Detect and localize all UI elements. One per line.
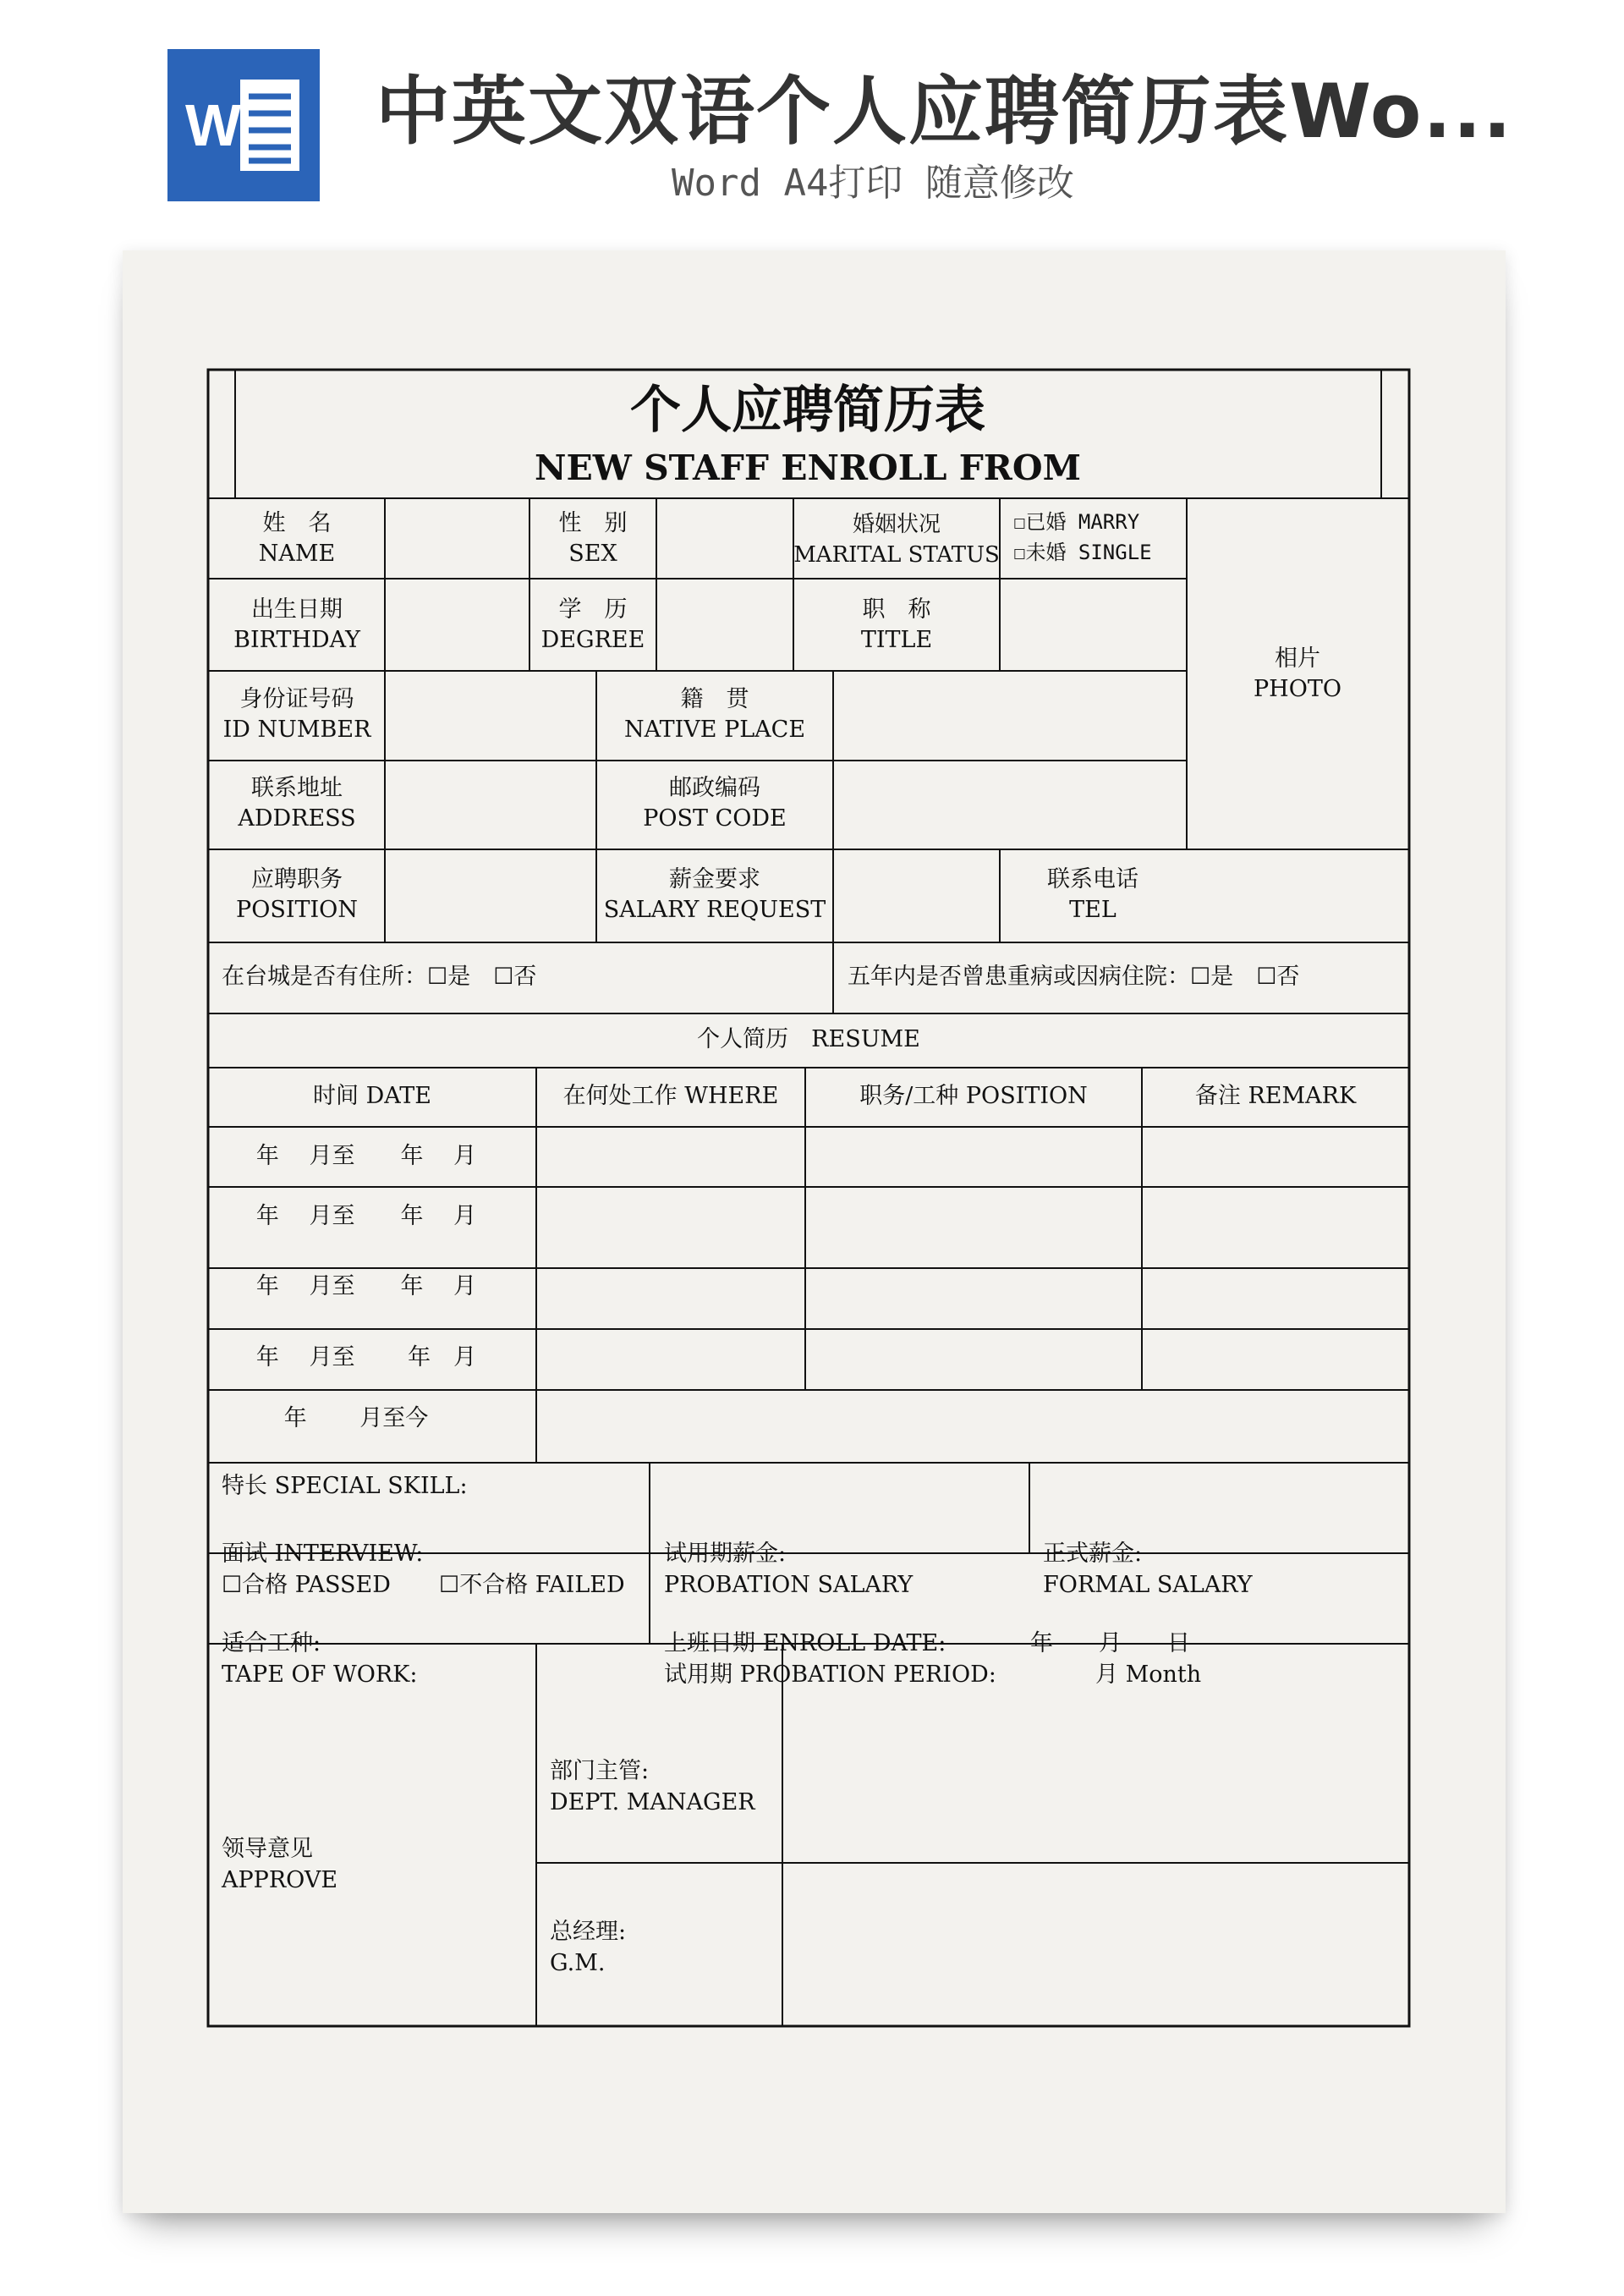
label-interview: 面试 INTERVIEW:: [222, 1541, 424, 1567]
checkbox-passed[interactable]: ☐合格 PASSED: [222, 1572, 391, 1598]
label-address-cn: 联系地址: [251, 775, 343, 801]
label-address-en: ADDRESS: [238, 805, 356, 832]
label-marital-en: MARITAL STATUS: [793, 542, 1000, 568]
label-postcode-en: POST CODE: [643, 805, 787, 832]
label-id-en: ID NUMBER: [222, 717, 371, 743]
label-gm-en: G.M.: [550, 1950, 606, 1976]
col-position: 职务/工种 POSITION: [859, 1083, 1088, 1109]
resume-row-date: 年 月至 年 月: [255, 1143, 477, 1169]
label-postcode-cn: 邮政编码: [669, 775, 760, 801]
label-degree-en: DEGREE: [540, 627, 645, 653]
resume-row-date: 年 月至今: [283, 1405, 429, 1431]
residence-question[interactable]: 在台城是否有住所：☐是 ☐否: [222, 964, 537, 990]
enroll-date-ymd[interactable]: 年 月 日: [1030, 1630, 1190, 1656]
form-paper: [123, 250, 1506, 2213]
label-birthday-en: BIRTHDAY: [233, 627, 360, 653]
label-degree-cn: 学 历: [558, 596, 628, 623]
label-id-cn: 身份证号码: [239, 686, 354, 712]
checkbox-failed[interactable]: ☐不合格 FAILED: [439, 1572, 625, 1598]
label-salary-en: SALARY REQUEST: [603, 897, 826, 923]
label-approve-cn: 领导意见: [222, 1836, 313, 1862]
label-work-type-en: TAPE OF WORK:: [222, 1662, 418, 1688]
resume-row-date: 年 月至 年 月: [255, 1203, 477, 1229]
label-position-cn: 应聘职务: [251, 866, 343, 893]
label-position-en: POSITION: [236, 897, 358, 923]
col-where: 在何处工作 WHERE: [562, 1083, 779, 1109]
resume-row-date: 年 月至 年 月: [255, 1273, 477, 1299]
label-formal-salary-cn: 正式薪金:: [1043, 1541, 1143, 1567]
label-title-cn: 职 称: [862, 596, 931, 623]
label-formal-salary-en: FORMAL SALARY: [1043, 1572, 1253, 1598]
label-photo-en: PHOTO: [1254, 676, 1341, 702]
resume-row-date: 年 月至 年 月: [255, 1344, 477, 1370]
col-date: 时间 DATE: [313, 1083, 431, 1109]
label-marital-cn: 婚姻状况: [852, 512, 941, 537]
label-approve-en: APPROVE: [222, 1867, 338, 1893]
illness-question[interactable]: 五年内是否曾患重病或因病住院：☐是 ☐否: [848, 964, 1300, 990]
form-title-cn: 个人应聘简历表: [630, 381, 985, 440]
label-title-en: TITLE: [860, 627, 933, 653]
label-sex-cn: 性 别: [558, 510, 628, 536]
label-native-en: NATIVE PLACE: [623, 717, 806, 743]
document-title: 中英文双语个人应聘简历表Wo...: [376, 68, 1513, 155]
label-dept-manager-cn: 部门主管:: [550, 1758, 650, 1784]
word-logo-icon: [167, 49, 320, 201]
document-subtitle: Word A4打印 随意修改: [672, 162, 1074, 205]
label-work-type-cn: 适合工种:: [222, 1630, 321, 1656]
form-title-en: NEW STAFF ENROLL FROM: [535, 448, 1081, 488]
label-birthday-cn: 出生日期: [251, 596, 343, 623]
label-name-en: NAME: [258, 541, 336, 567]
label-tel-cn: 联系电话: [1047, 866, 1138, 893]
label-probation-salary-en: PROBATION SALARY: [664, 1572, 914, 1598]
label-enroll-date: 上班日期 ENROLL DATE:: [664, 1630, 946, 1656]
label-gm-cn: 总经理:: [550, 1919, 627, 1945]
checkbox-married[interactable]: ☐已婚 MARRY: [1013, 510, 1140, 534]
label-probation-salary-cn: 试用期薪金:: [664, 1541, 787, 1567]
label-sex-en: SEX: [568, 541, 617, 567]
checkbox-single[interactable]: ☐未婚 SINGLE: [1013, 541, 1152, 564]
label-native-cn: 籍 贯: [680, 686, 749, 712]
label-photo-cn: 相片: [1275, 645, 1320, 672]
probation-month[interactable]: 月 Month: [1095, 1662, 1202, 1688]
label-probation-period: 试用期 PROBATION PERIOD:: [664, 1662, 996, 1688]
label-dept-manager-en: DEPT. MANAGER: [550, 1789, 755, 1815]
logo-letter: W: [184, 92, 242, 158]
label-salary-cn: 薪金要求: [669, 866, 760, 893]
col-remark: 备注 REMARK: [1194, 1083, 1357, 1109]
label-tel-en: TEL: [1069, 897, 1116, 923]
label-name-cn: 姓 名: [262, 510, 332, 536]
label-special-skill: 特长 SPECIAL SKILL:: [222, 1473, 468, 1499]
resume-header: 个人简历 RESUME: [697, 1026, 920, 1052]
